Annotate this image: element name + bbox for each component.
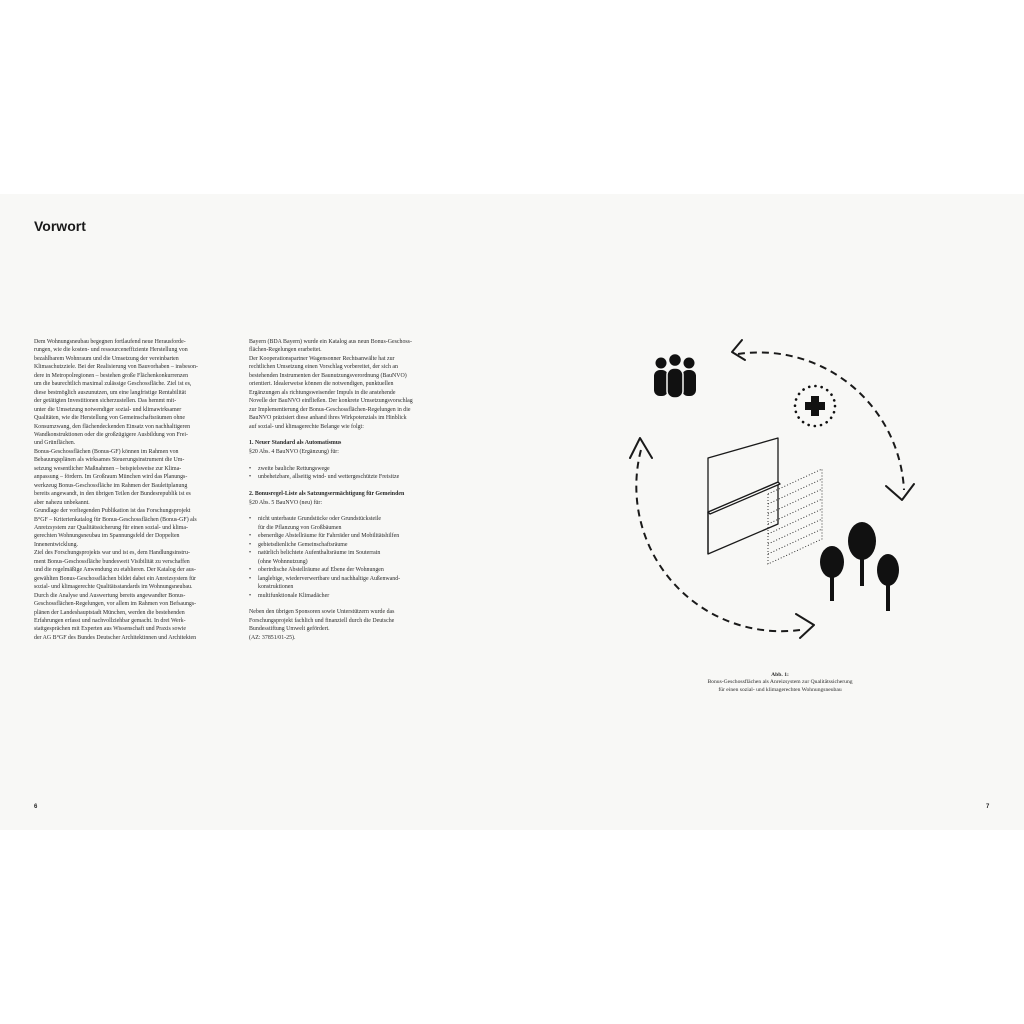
body-text-line: diese bestmöglich auszunutzen, um eine langfristige Rentabilität: [34, 389, 186, 396]
intro-text-line: zur Implementierung der Bonus-Geschossflächen-Regelungen in die: [249, 406, 411, 413]
body-text-line: Ziel des Forschungsprojekts war und ist es, dem Handlungsinstru-: [34, 550, 190, 557]
figure-caption: [660, 672, 900, 694]
body-text-line: Erfahrungen erfasst und nachvollziehbar gemacht. In drei Werk-: [34, 617, 186, 624]
list-item: • zweite bauliche Rettungswege: [249, 465, 459, 473]
intro-text-line: BauNVO präzisiert diese anhand ihres Wirkpotenzials im Hinblick: [249, 415, 407, 422]
body-text-line: bezahlbarem Wohnraum und die Umsetzung der vereinbarten: [34, 355, 179, 362]
intro-paragraph: [249, 338, 459, 431]
section2-title: 2. Bonusregel-Liste als Satzungsermächtigung für Gemeinden: [249, 491, 405, 498]
section2-subtitle: §20 Abs. 5 BauNVO (neu) für:: [249, 499, 322, 506]
body-text-line: anpassung – fördern. Im Großraum München wird das Planungs-: [34, 474, 188, 481]
outro-text-line: Forschungsprojekt fachlich und finanziell durch die Deutsche: [249, 617, 395, 624]
outro-text-line: Neben den übrigen Sponsoren sowie Unterstützern wurde das: [249, 609, 395, 616]
body-text-line: aber nahezu unbekannt.: [34, 499, 90, 506]
body-text-line: der AG B°GF des Bundes Deutscher Architektinnen und Architekten: [34, 634, 197, 641]
intro-text-line: Novelle der BauNVO einfließen. Der konkrete Umsetzungsvorschlag: [249, 398, 413, 405]
list-item: • gebietsdienliche Gemeinschaftsräume: [249, 541, 459, 549]
body-text-line: bereits angewandt, in den übrigen Teilen der Bundesrepublik ist es: [34, 491, 191, 498]
body-text-line: und die regelmäßige Anwendung zu etablieren. Der Katalog der aus-: [34, 567, 196, 574]
intro-text-line: bestehenden Instrumenten der Baunutzungsverordnung (BauNVO): [249, 372, 407, 379]
arrowhead-bottom: [796, 614, 814, 638]
people-group-icon: [654, 354, 696, 399]
body-text-line: Dem Wohnungsneubau begegnen fortlaufend neue Herausforde-: [34, 339, 186, 345]
bonus-gf-diagram: [620, 334, 920, 664]
body-text-line: werkzeug Bonus-Geschossfläche im Rahmen der Bauleitplanung: [34, 482, 188, 489]
outro-text-line: (AZ: 37851/01-25).: [249, 634, 296, 641]
section1-list: [249, 465, 459, 482]
body-text-line: um die baurechtlich maximal zulässige Geschossfläche. Ziel ist es,: [34, 381, 192, 388]
body-text-line: Grundlage der vorliegenden Publikation ist das Forschungsprojekt: [34, 508, 191, 515]
caption-line-1: Bonus-Geschossflächen als Anreizsystem zur Qualitätssicherung: [707, 679, 853, 686]
body-text-line: gerechten Wohnungsneubau im Spannungsfeld der Doppelten: [34, 533, 180, 540]
body-text-line: gewählten Bonus-Geschossflächen bildet dabei ein Anreizsystem für: [34, 575, 196, 582]
body-text-line: Wandkonstruktionen oder die großzügigere Ausbildung von Frei-: [34, 431, 188, 438]
body-text-line: Qualitäten, wie die Herstellung von Gemeinschaftsräumen ohne: [34, 415, 185, 422]
body-text-line: stattgesprächen mit Experten aus Wissenschaft und Praxis sowie: [34, 626, 186, 633]
page-number-right: 7: [986, 804, 990, 810]
intro-text-line: rechtlichen Umsetzung einen Vorschlag vorbereitet, der sich an: [249, 364, 398, 371]
body-text-line: dere in Metropolregionen – bestehen große Flächenkonkurrenzen: [34, 372, 189, 379]
caption-title: Abb. 1:: [771, 672, 789, 678]
body-text-line: setzung wesentlicher Maßnahmen – beispielsweise zur Klima-: [34, 465, 182, 472]
building-stack-icon: [708, 438, 780, 554]
intro-text-line: Ergänzungen als richtungsweisender Impuls in die anstehende: [249, 389, 396, 396]
body-text-line: Konsumzwang, den flächendeckenden Einsatz von nachhaltigeren: [34, 423, 191, 430]
intro-text-line: orientiert. Idealerweise können die notwendigen, punktuellen: [249, 381, 394, 388]
outro-paragraph: [249, 608, 459, 642]
list-item: • langlebige, wiederverwertbare und nachhaltige Außenwand- konstruktionen: [249, 575, 459, 592]
caption-line-2: für einen sozial- und klimagerechten Wohnungsneubau: [718, 686, 842, 693]
list-item: • oberirdische Abstellräume auf Ebene der Wohnungen: [249, 566, 459, 574]
body-text-line: Klimaschutzziele. Bei der Realisierung von Bauvorhaben – insbeson-: [34, 364, 198, 371]
book-spread: [0, 194, 1024, 830]
text-column-left: [34, 338, 240, 642]
tree-icon: [820, 546, 844, 601]
page-heading: Vorwort: [34, 218, 86, 234]
body-text-line: Bonus-Geschossflächen (Bonus-GF) können im Rahmen von: [34, 448, 179, 455]
list-item: • unbeheizbare, allseitig wind- und wettergeschützte Freisitze: [249, 473, 459, 481]
body-text-line: plänen der Landeshauptstadt München, werden die bestehenden: [34, 609, 185, 616]
body-text-line: und Grünflächen.: [34, 440, 76, 447]
body-text-line: Anreizsystem zur Qualitätssicherung für einen sozial- und klima-: [34, 524, 188, 531]
body-text-line: Geschossflächen-Regelungen, vor allem im Rahmen von Befsaungs-: [34, 601, 197, 608]
arrowhead-left: [630, 438, 652, 458]
body-text-line: der getätigten Investitionen sicherzustellen. Das hemmt mit-: [34, 398, 177, 405]
arrowhead-right: [886, 484, 914, 500]
body-text-line: B°GF – Kriterienkatalog für Bonus-Geschossflächen (Bonus-GF) als: [34, 516, 197, 523]
section2-list: [249, 515, 459, 600]
intro-text-line: flächen-Regelungen erarbeitet.: [249, 347, 322, 354]
intro-text-line: auf sozial- und klimagerechte Belange wie folgt:: [249, 423, 364, 430]
section1-subtitle: §20 Abs. 4 BauNVO (Ergänzung) für:: [249, 448, 339, 455]
body-text-line: Innenentwicklung.: [34, 541, 79, 548]
body-text-line: unter die Umsetzung notwendiger sozial- und klimawirksamer: [34, 406, 182, 413]
body-text-line: Bebauungsplänen als wirksames Steuerungsinstrument die Um-: [34, 457, 185, 464]
plus-circle-icon: [795, 386, 835, 426]
body-text-line: ment Bonus-Geschossfläche bundesweit Visibilität zu verschaffen: [34, 558, 190, 565]
body-text-line: sozial- und klimagerechte Qualitätsstandards im Wohnungsneubau.: [34, 584, 193, 591]
page-number-left: 6: [34, 804, 38, 810]
tree-icon: [877, 554, 899, 611]
intro-text-line: Der Kooperationspartner Wagensonner Rechtsanwälte hat zur: [249, 355, 395, 362]
intro-text-line: Bayern (BDA Bayern) wurde ein Katalog aus neun Bonus-Geschoss-: [249, 339, 412, 345]
list-item: • nicht unterbaute Grundstücke oder Grundstücksteile für die Pflanzung von Großbäumen: [249, 515, 459, 532]
body-text-line: rungen, wie die kosten- und ressourceneffiziente Herstellung von: [34, 347, 188, 354]
outro-text-line: Bundesstiftung Umwelt gefördert.: [249, 626, 330, 633]
text-column-right: [249, 338, 459, 642]
body-text-line: Durch die Analyse und Auswertung bereits angewandter Bonus-: [34, 592, 186, 599]
list-item: • natürlich belichtete Aufenthaltsräume im Souterrain (ohne Wohnnutzung): [249, 549, 459, 566]
list-item: • multifunktionale Klimadächer: [249, 592, 459, 600]
arrowhead-top: [732, 340, 745, 360]
tree-icon: [848, 522, 876, 586]
list-item: • ebenerdige Abstellräume für Fahrräder und Mobilitätshilfen: [249, 532, 459, 540]
section1-title: 1. Neuer Standard als Automatismus: [249, 440, 342, 447]
